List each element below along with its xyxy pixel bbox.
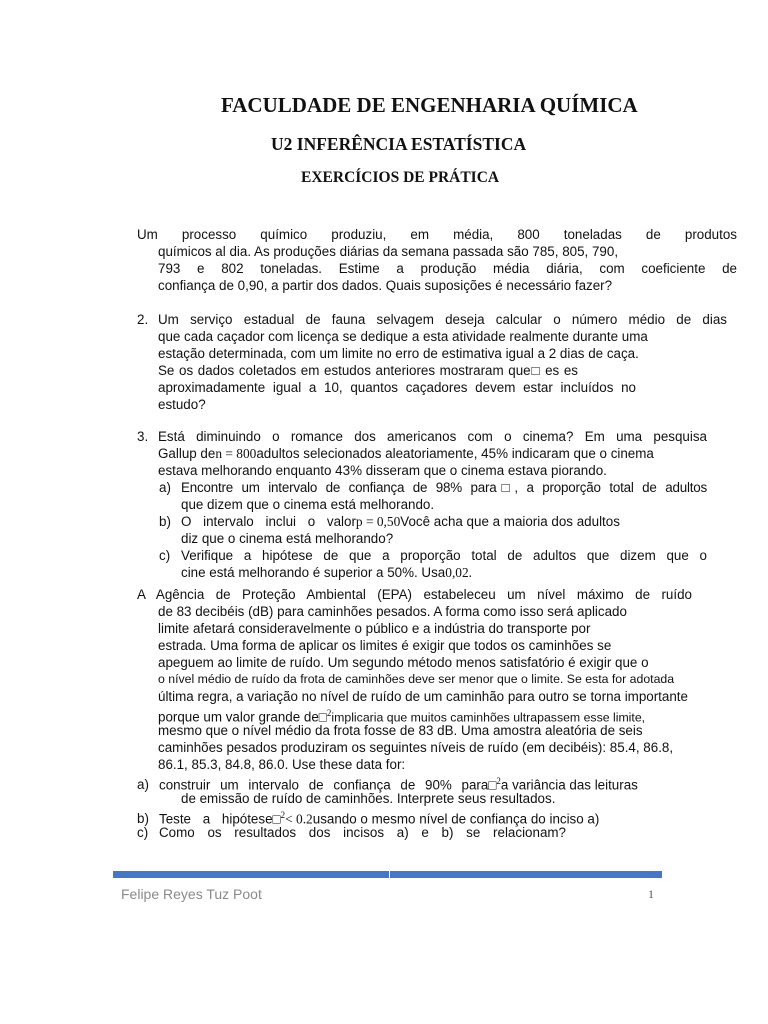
exercise-2-line: Um serviço estadual de fauna selvagem deseja calcular o número médio de dias: [158, 312, 727, 327]
exercise-3-item-a: [137, 479, 707, 496]
item-label: a): [159, 480, 171, 495]
exercise-2: [137, 311, 727, 413]
exercise-4: [137, 586, 692, 841]
exercise-4-line: caminhões pesados produziram os seguintes níveis de ruído (em decibéis): 85.4, 86.8,: [158, 740, 674, 755]
exercise-3-item-b: [137, 513, 707, 530]
superscript: 2: [496, 776, 501, 786]
superscript: 2: [326, 708, 332, 718]
math-expression: 0,02.: [445, 565, 473, 580]
exercise-2-line: estação determinada, com um limite no erro de estimativa igual a 2 dias de caça.: [158, 346, 639, 361]
exercise-2-line: estudo?: [158, 397, 206, 412]
item-text-part: Você acha que a maioria dos adultos: [400, 514, 620, 529]
exercise-1-line: 793 e 802 toneladas. Estime a produção média diária, com coeficiente de: [158, 261, 737, 276]
exercise-3-line: [137, 445, 707, 462]
exercise-4-line: de 83 decibéis (dB) para caminhões pesados. A forma como isso será aplicado: [158, 604, 627, 619]
item-text: de emissão de ruído de caminhões. Interprete seus resultados.: [181, 791, 556, 806]
item-label: c): [137, 825, 149, 840]
item-text: que dizem que o cinema está melhorando.: [181, 497, 435, 512]
item-label: b): [137, 811, 149, 827]
item-text-part: Teste a hipótese□: [159, 811, 281, 827]
exercise-4-item-a: [137, 773, 692, 793]
exercise-1-line: químicos al dia. As produções diárias da semana passada são 785, 805, 790,: [158, 244, 619, 259]
exercise-3-line: Está diminuindo o romance dos americanos com o cinema? Em uma pesquisa: [158, 429, 707, 444]
item-text-part: a variância das leituras: [500, 777, 638, 793]
exercise-2-first-line: [137, 311, 727, 328]
exercise-4-line: 86.1, 85.3, 84.8, 86.0. Use these data for:: [158, 757, 406, 772]
footer-author: Felipe Reyes Tuz Poot: [121, 886, 262, 902]
item-text-part: O intervalo inclui o valor: [181, 514, 356, 529]
exercise-4-item-b: [137, 807, 692, 827]
exercise-3-line: estava melhorando enquanto 43% disseram que o cinema estava piorando.: [158, 463, 607, 478]
unit-title: U2 INFERÊNCIA ESTATÍSTICA: [271, 134, 527, 154]
exercise-4-line: o nível médio de ruído da frota de caminhões deve ser menor que o limite. Se esta for adotada: [158, 672, 675, 686]
exercise-4-line: [137, 705, 692, 725]
exercise-4-line: última regra, a variação no nível de ruído de um caminhão para outro se torna importante: [158, 689, 688, 704]
item-label: a): [137, 777, 149, 793]
exercise-1-line: confiança de 0,90, a partir dos dados. Quais suposições é necessário fazer?: [158, 278, 613, 293]
exercise-3-first-line: [137, 428, 707, 445]
item-text: [137, 564, 707, 581]
math-expression: p = 0,50: [355, 514, 401, 529]
exercise-4-text: porque um valor grande de□: [158, 709, 327, 725]
item-text: Encontre um intervalo de confiança de 98% para□, a proporção total de adultos: [181, 480, 707, 495]
exercise-4-line: estrada. Uma forma de aplicar os limites é exigir que todos os caminhões se: [158, 638, 612, 653]
item-text-part: cine está melhorando é superior a 50%. Usa: [181, 565, 446, 580]
footer-divider: [390, 871, 662, 878]
exercise-4-line: A Agência de Proteção Ambiental (EPA) estabeleceu um nível máximo de ruído: [137, 587, 692, 602]
exercise-3: [137, 428, 707, 581]
exercise-4-text: implicaria que muitos caminhões ultrapassem esse limite,: [331, 710, 646, 725]
exercise-3-number: 3.: [137, 429, 149, 444]
section-subtitle: EXERCÍCIOS DE PRÁTICA: [301, 169, 500, 186]
exercise-1: [137, 226, 737, 294]
exercise-2-line: que cada caçador com licença se dedique a esta atividade realmente durante uma: [158, 329, 648, 344]
item-label: b): [159, 514, 171, 529]
exercise-4-line: apeguem ao limite de ruído. Um segundo método menos satisfatório é exigir que o: [158, 655, 649, 670]
item-text: Como os resultados dos incisos a) e b) se relacionam?: [159, 825, 566, 840]
item-text-part: usando o mesmo nível de confiança do inciso a): [312, 811, 600, 827]
exercise-3-text: adultos selecionados aleatoriamente, 45% indicaram que o cinema: [256, 446, 654, 461]
item-text: diz que o cinema está melhorando?: [181, 531, 394, 546]
item-text-part: construir um intervalo de confiança de 90% para□: [159, 777, 497, 793]
exercise-2-line: aproximadamente igual a 10, quantos caçadores devem estar incluídos no: [158, 380, 636, 395]
exercise-3-text: Gallup de: [158, 446, 216, 461]
item-text: [181, 513, 707, 530]
item-label: c): [159, 548, 171, 563]
math-expression: n = 800: [215, 446, 257, 461]
exercise-3-item-c: [137, 547, 707, 564]
page-number: 1: [648, 887, 654, 901]
math-expression: < 0.2: [285, 811, 313, 827]
exercise-4-item-c: [137, 824, 692, 841]
exercise-1-line: Um processo químico produziu, em média, 800 toneladas de produtos: [137, 227, 737, 242]
exercise-4-line: mesmo que o nível médio da frota fosse de 83 dB. Uma amostra aleatória de seis: [158, 723, 643, 738]
footer-divider: [113, 871, 389, 878]
document-title: FACULDADE DE ENGENHARIA QUÍMICA: [221, 93, 638, 117]
superscript: 2: [280, 810, 286, 820]
exercise-2-number: 2.: [137, 312, 149, 327]
exercise-2-line: Se os dados coletados em estudos anteriores mostraram que□ es es: [158, 363, 578, 378]
exercise-4-line: limite afetará consideravelmente o público e a indústria do transporte por: [158, 621, 591, 636]
item-text: Verifique a hipótese de que a proporção total de adultos que dizem que o: [181, 548, 707, 563]
